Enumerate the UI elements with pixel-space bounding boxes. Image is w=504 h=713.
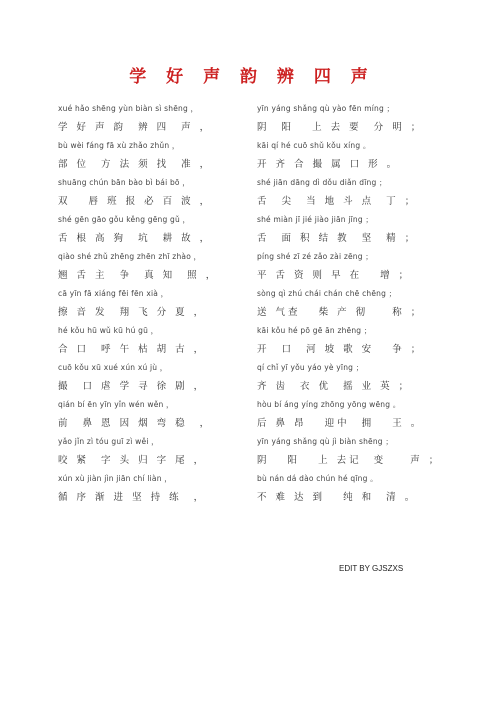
pinyin-line: cuō kǒu xū xué xún xú jù ， xyxy=(58,363,168,372)
pinyin-line: hé kǒu hū wǔ kū hú gū ， xyxy=(58,326,159,335)
hanzi-line: 双 唇 班 报 必 百 波 ， xyxy=(58,195,213,207)
hanzi-line: 阴 阳 上 去 要 分 明 ； xyxy=(257,121,424,133)
editor-credit: EDIT BY GJSZXS xyxy=(339,564,404,573)
hanzi-line: 前 鼻 恩 因 烟 弯 稳 ， xyxy=(58,417,213,429)
pinyin-line: kāi qí hé cuō shǔ kǒu xíng 。 xyxy=(257,141,371,150)
hanzi-line: 循 序 渐 进 坚 持 练 ， xyxy=(58,491,207,503)
pinyin-line: shé gēn gāo gǒu kěng gēng gǔ ， xyxy=(58,215,191,224)
right-column xyxy=(257,100,447,507)
pinyin-line: xué hǎo shēng yùn biàn sì shēng ， xyxy=(58,104,199,113)
hanzi-line: 开 齐 合 撮 属 口 形 。 xyxy=(257,158,400,170)
pinyin-line: yǎo jǐn zì tóu guī zì wěi ， xyxy=(58,437,159,446)
hanzi-line: 学 好 声 韵 辨 四 声 ， xyxy=(58,121,213,133)
hanzi-line: 撮 口 虐 学 寻 徐 剧 ， xyxy=(58,380,207,392)
hanzi-line: 舌 面 积 结 教 坚 精 ； xyxy=(257,232,418,244)
pinyin-line: yīn yáng shǎng qù jì biàn shēng ； xyxy=(257,437,394,446)
pinyin-line: shé jiān dāng dì dǒu diǎn dīng ； xyxy=(257,178,387,187)
pinyin-line: cā yīn fā xiáng fēi fēn xià ， xyxy=(58,289,169,298)
pinyin-line: hòu bí áng yíng zhōng yōng wēng 。 xyxy=(257,400,401,409)
pinyin-line: qí chǐ yī yǒu yáo yè yīng ； xyxy=(257,363,364,372)
pinyin-line: píng shé zī zé zǎo zài zēng ； xyxy=(257,252,373,261)
hanzi-line: 送 气查 柴 产 彻 称 ； xyxy=(257,306,424,318)
hanzi-line: 擦 音 发 翔 飞 分 夏 ， xyxy=(58,306,207,318)
hanzi-line: 开 口 河 坡 歌 安 争 ； xyxy=(257,343,424,355)
pinyin-line: bù nán dá dào chún hé qīng 。 xyxy=(257,474,378,483)
pinyin-line: yīn yáng shǎng qù yào fēn míng ； xyxy=(257,104,395,113)
hanzi-line: 部 位 方 法 须 找 准 ， xyxy=(58,158,213,170)
pinyin-line: sòng qì zhú chái chán chē chēng ； xyxy=(257,289,397,298)
page-title: 学 好 声 韵 辨 四 声 xyxy=(129,67,375,87)
hanzi-line: 不 难 达 到 纯 和 清 。 xyxy=(257,491,418,503)
hanzi-line: 后 鼻 昂 迎中 拥 王 。 xyxy=(257,417,424,429)
hanzi-line: 合 口 呼 午 枯 胡 古 ， xyxy=(58,343,207,355)
hanzi-line: 舌 尖 当 地 斗 点 丁 ； xyxy=(257,195,418,207)
hanzi-line: 齐 齿 衣 优 摇 业 英 ； xyxy=(257,380,412,392)
hanzi-line: 阴 阳 上 去记 变 声 ； xyxy=(257,454,442,466)
left-column xyxy=(58,100,248,507)
hanzi-line: 舌 根 高 狗 坑 耕 故 ， xyxy=(58,232,213,244)
pinyin-line: qiào shé zhǔ zhēng zhēn zhī zhào ， xyxy=(58,252,202,261)
pinyin-line: bù wèi fáng fā xù zhǎo zhǔn ， xyxy=(58,141,180,150)
hanzi-line: 翘 舌 主 争 真 知 照 ， xyxy=(58,269,219,281)
pinyin-line: shuāng chún bān bào bì bái bō ， xyxy=(58,178,190,187)
pinyin-line: shé miàn jī jié jiào jiān jīng ； xyxy=(257,215,374,224)
pinyin-line: xún xù jiàn jìn jiān chí liàn ， xyxy=(58,474,172,483)
pinyin-line: kāi kǒu hé pō gē ān zhēng ； xyxy=(257,326,372,335)
hanzi-line: 平 舌 资 则 早 在 增 ； xyxy=(257,269,412,281)
hanzi-line: 咬 紧 字 头 归 字 尾 ， xyxy=(58,454,207,466)
pinyin-line: qián bí ēn yīn yǐn wén wěn ， xyxy=(58,400,174,409)
